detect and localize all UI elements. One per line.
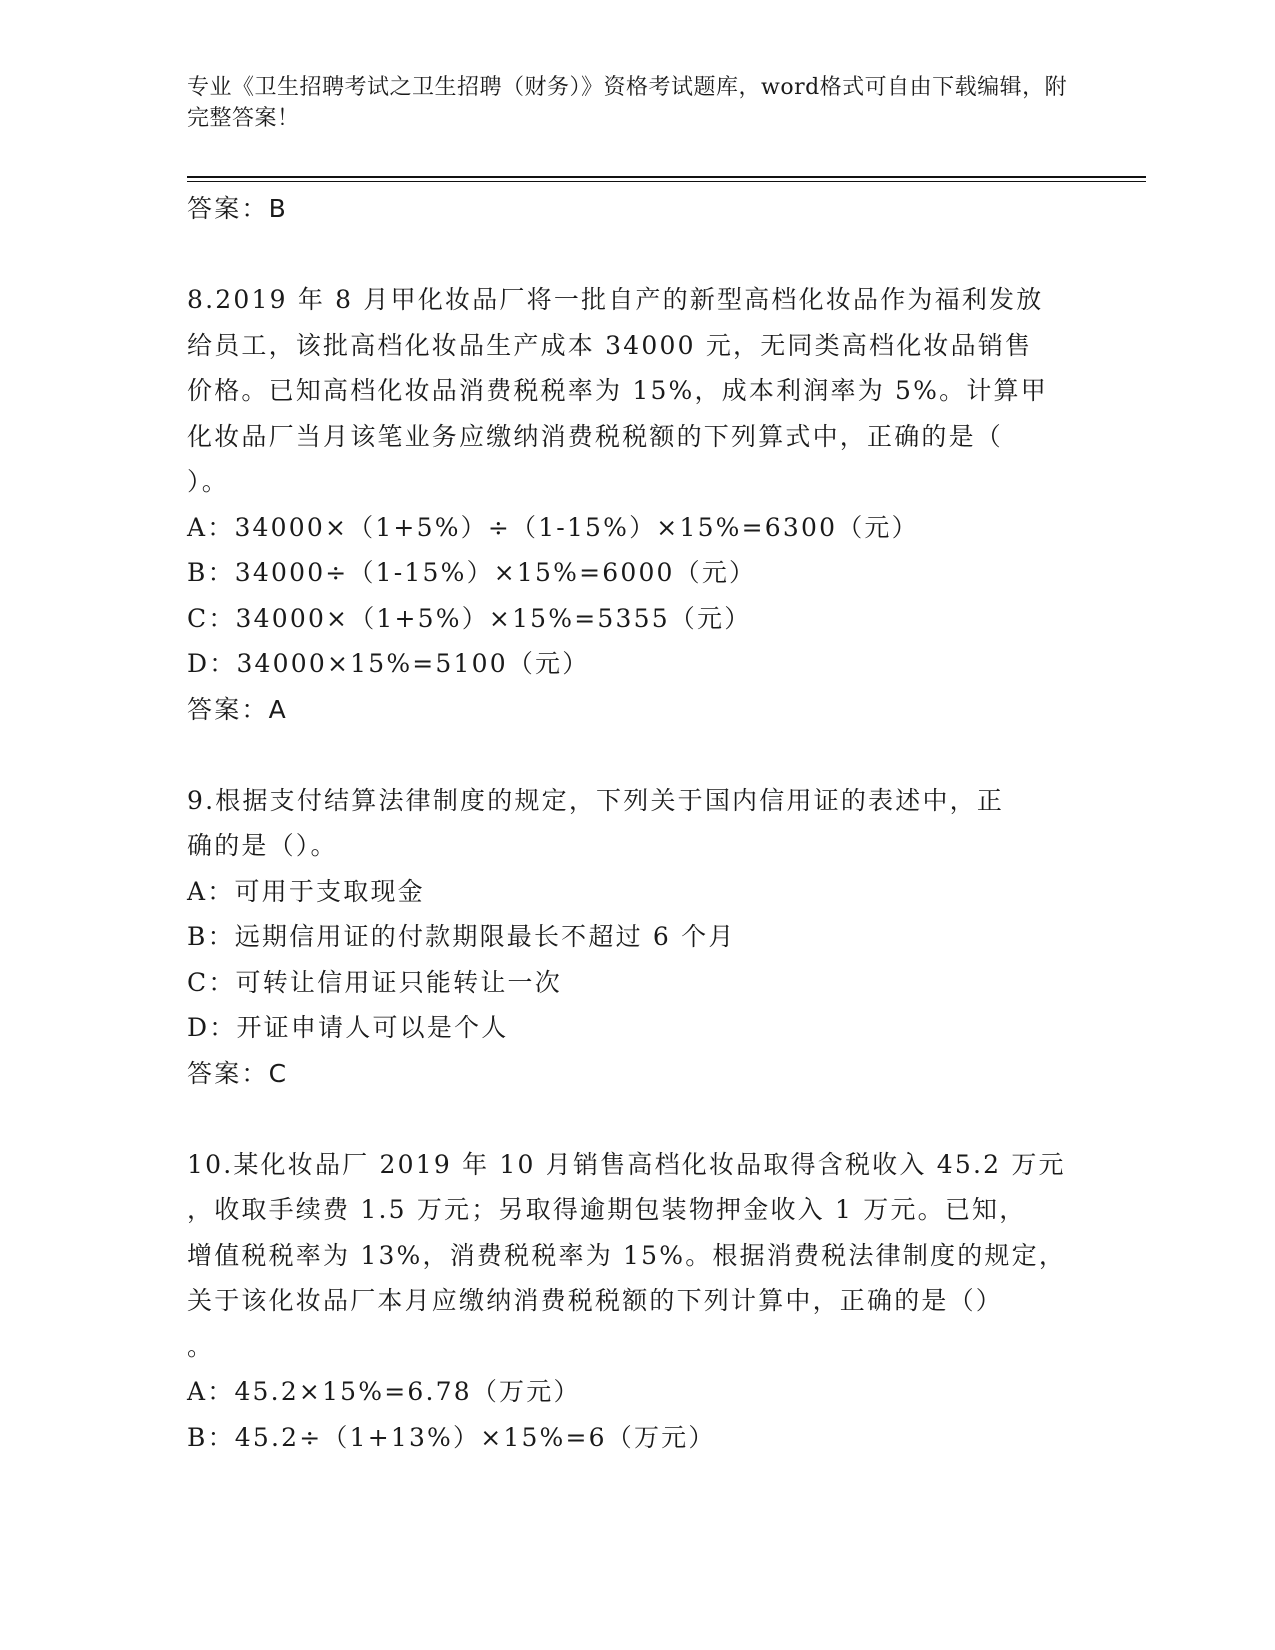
question-stem-line: ）。 [187, 467, 229, 496]
question-9 [187, 778, 1067, 1097]
option-c: C：可转让信用证只能转让一次 [187, 967, 562, 997]
option-d: D：开证申请人可以是个人 [187, 1013, 509, 1042]
spacer [187, 1096, 1067, 1142]
option-c: C：34000×（1+5%）×15%=5355（元） [187, 603, 752, 633]
question-stem-line: 给员工，该批高档化妆品生产成本 34000 元，无同类高档化妆品销售 [187, 330, 1033, 360]
header-rule-thin [187, 181, 1146, 182]
question-stem-line: 确的是（）。 [187, 831, 338, 860]
option-b: B：45.2÷（1+13%）×15%=6（万元） [187, 1422, 716, 1452]
answer-line: 答案：B [187, 194, 288, 223]
option-b: B：34000÷（1-15%）×15%=6000（元） [187, 558, 757, 587]
question-stem-line: 10.某化妆品厂 2019 年 10 月销售高档化妆品取得含税收入 45.2 万元 [187, 1149, 1066, 1179]
spacer [187, 732, 1067, 778]
question-stem-line: 化妆品厂当月该笔业务应缴纳消费税税额的下列算式中，正确的是（ [187, 421, 1004, 451]
document-body [187, 186, 1067, 1460]
spacer [187, 232, 1067, 278]
document-header: 专业《卫生招聘考试之卫生招聘（财务）》资格考试题库，word格式可自由下载编辑，附完整答案！ [187, 75, 1068, 131]
question-stem-line: 关于该化妆品厂本月应缴纳消费税税额的下列计算中，正确的是（） [187, 1286, 1004, 1315]
question-stem-line: 9.根据支付结算法律制度的规定，下列关于国内信用证的表述中，正 [187, 785, 1005, 815]
question-stem-line: ，收取手续费 1.5 万元；另取得逾期包装物押金收入 1 万元。已知， [187, 1195, 1027, 1224]
question-stem-line: 8.2019 年 8 月甲化妆品厂将一批自产的新型高档化妆品作为福利发放 [187, 285, 1044, 314]
question-10 [187, 1142, 1067, 1461]
answer-line: 答案：A [187, 694, 288, 724]
option-a: A：可用于支取现金 [187, 876, 425, 906]
question-stem-line: 。 [187, 1331, 215, 1361]
option-b: B：远期信用证的付款期限最长不超过 6 个月 [187, 922, 736, 951]
option-d: D：34000×15%=5100（元） [187, 649, 590, 678]
question-8 [187, 277, 1067, 732]
question-stem-line: 价格。已知高档化妆品消费税税率为 15%，成本利润率为 5%。计算甲 [187, 376, 1048, 405]
answer-line: 答案：C [187, 1058, 289, 1088]
option-a: A：45.2×15%=6.78（万元） [187, 1377, 581, 1406]
option-a: A：34000×（1+5%）÷（1-15%）×15%=6300（元） [187, 512, 919, 542]
header-rule [187, 176, 1146, 178]
question-stem-line: 增值税税率为 13%，消费税税率为 15%。根据消费税法律制度的规定， [187, 1240, 1067, 1270]
